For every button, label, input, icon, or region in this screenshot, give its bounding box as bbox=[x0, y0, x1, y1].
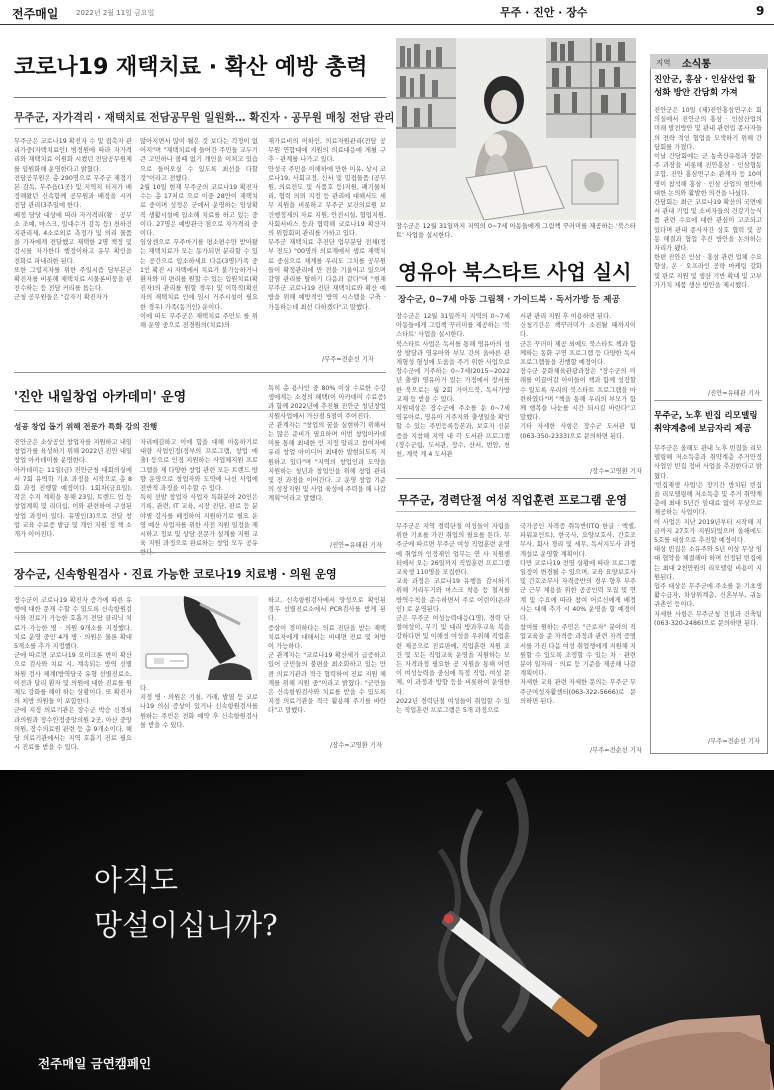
sidebar-story1-headline: 진안군, 홍삼 · 인삼산업 활성화 방안 간담회 가져 bbox=[654, 75, 756, 98]
sidebar-label-local: 지역 bbox=[656, 58, 671, 67]
sidebar-story1-body: 진안군은 10일 (제)진안홍삼연구소 회의실에서 진안군의 홍삼 · 인삼산업의 미래 발전방안 및 관내 관련업 종사자들의 전략 적인 협업을 모색하기 위해 간담회를 가졌다. 이날 간담회에는 군 농축산유통과 장문주 과장을 비롯해 진안홍삼 · 인삼협동조합, 진안 홍삼연구소 관계자 등 10여 명이 참석해 홍삼 · 인삼 산업의 현안에 대한 논의와 활발한 의견을 나눴다. 간담회는 최근 코로나19 확산의 국면에서 관내 기업 및 소비자들의 건강기능식품 관련 수요에 대한 관심이 고조되고 있다며 관내 종사자간 상호 협력 및 공동 해결과 협업 추진 방안을 논의하는 자리가 됐다. 한편 진안은 인삼 · 홍삼 관련 업체 수요 향상, 온 · 오프라인 공략 마케팅 강화 및 판로 지원 및 생산 기반 확대 및 고부가가치 제품 생산 방안을 제시했다. bbox=[654, 107, 762, 289]
ad-slogan-line1: 아직도 bbox=[94, 863, 179, 897]
page-number: 9 bbox=[756, 4, 765, 18]
article5-col1: 장수군이 코로나19 확진자 증가에 따른 유행에 대한 문재 수할 수 있도록 신속항원검사와 진료가 가능한 호흡기 전담 클리닉 치료가 가능한 병 · 의원 9개소를 지정했다. 치료 운영 중인 4개 병 · 의원은 물론 확대 5개소를 추가 지정했다. 군에 따르면 코로나19 오미크론 변이 확산으로 검사와 치료 시, 계속되는 방역 선별 차원 검사 체계(방역당국 유형 선별진료소, 이전과 달리 환자 및 의원에 대한 진료를 원 제도 강화를 해야 하는 상황이다. 또 확진자의 처방 의원들 이 포함한다. 군에 지정 의료기관은 장수군 박승 신경외과의원과 장수안정중앙의원 2곳, 아산 중앙의원, 장수의료원 관련 등 총 9개소이다. 해당 의료기관에서는 지역 호흡기 진료 필요 시 진료를 받을 수 있다. bbox=[14, 597, 132, 752]
photo-mother-and-child-reading bbox=[396, 38, 636, 220]
article2-byline: /장수=고영환 기자 bbox=[590, 468, 642, 475]
article4-col2: 자리매김하고 이에 힘을 대해 아동하기로 대량 사업인정(정부의 프로그램, 창업 매출) 등으로 인정 지원하는 사업체지원 프로그램을 제 다양한 창업 관련 모든 트렌드 방향 운영으로 창업자와 도약에 나선 사업에 전반적 과정을 이수할 수 있다. 특히 선발 창업자 사업자 특화분야 20인은 기록, 관련, IT 교육, 시장 진단, 판로 등 분야별 강사를 배정하여 지원하기로 필요 운영 예산 사업자를 위한 사전 지원 일정을 제시하고 정보 및 상담 전문가 설계를 지원 교육 지원 과정으로 완료하는 창업 모두 공유 bbox=[140, 439, 258, 548]
article2-col2: 서관 관리 지원 후 이용하면 된다. 신청기간은 책꾸러미가 소진될 때까지이다. 군은 꾸러미 제공 외에도 북스타트 책과 함께하는 동화 구연 프로그램 등 다양한 독서 프로그램들을 진행할 예정이다. 장수군 문화체육관광과장은 "장수군의 미래를 이끌어갈 아이들이 책과 함께 성장할 수 있도록 우리의 북스타트 프로그램을 마련하였다"며 "책을 통해 우리의 부모가 함께 행복을 나눈를 시간 되시길 바란다"고 말했다. 기타 자세한 사항은 장수군 도서관 팀(063-350-2333)으로 문의하면 된다. bbox=[520, 313, 636, 440]
page-header bbox=[0, 0, 774, 25]
photo1-caption: 장수군은 12월 31일까지 지역의 0~7세 아동들에게 그림책 꾸러미를 제공하는 '북스타트' 사업을 실시한다. bbox=[396, 223, 636, 240]
article4-col3: 특히 총 용사인 중 80% 이상 수료한 수강생에게는 소정의 혜택(이 아카데미 수료증)과 함께 2022년에 추진될 진안군 청년창업지원사업에서 가산점 5점이 주어진다. 군 관계자는 "창업의 꿈을 실현하기 위해서는 많은 준비가 필요하며 이번 창업아카데미를 통해 최대한 인 지정 알리고 참여자에 유리 창업 아이디어 최대한 발현되도록 지원하고 있다"며 "지역의 창업인과 도약을 지원하는 청년과 창업인을 위해 창업 관리 및 전 과정을 이어간다. 고 운영 창업 기준의 성장지원 및 사업 육성에 주력을 해 나갈 계획"이라고 말했다. bbox=[268, 385, 386, 503]
article5-col3: 하고, 신속항원검사에서 양성으로 확인된 경우 선별진료소에서 PCR검사를 받게 된다. 증상이 경미하다는 의료 진단을 받는 재택 치료자에게 대해서는 비대면 진료 및 처방이 가능하다. 군 관계자는 "코로나19 확산세가 급증하고 있어 군민들의 불편을 최소화하고 있는 만큼 의료기관과 적극 협력하여 진료 지원 체계를 위해 지원 중"이라고 밝혔다. "군민들은 신속항원검사와 치료를 받을 수 있도록 지정 의료기관을 적극 활용해 주기를 바란다"고 말했다. bbox=[268, 597, 386, 715]
anti-smoking-ad bbox=[0, 770, 774, 1090]
sidebar-story2-body: 무주군은 올해도 관내 노후 빈집을 리모델링해 저소득층과 취약계층 주거안정 사업인 빈집 정비 사업을 추진한다고 밝혔다. '빈집재생 사업'은 장기간 방치된 빈집을 리모델링해 저소득층 및 주거 취약계층에 최대 5년간 임대료 없이 무상으로 제공하는 사업이다. 이 사업은 지난 2019년부터 시작해 지금까지 27호가 지원되었으며 올해에도 5호를 대상으로 추진할 예정이다. 대상 빈집은 소유주와 5년 이상 무상 임대 협약을 체결해야 하며 선정된 빈집에는 최대 2천만원의 리모델링 비용이 지원된다. 입주 대상은 무주군에 주소를 둔 기초생활수급자, 차상위계층, 신혼부부, 귀농귀촌인 등이다. 자세한 사항은 무주군청 건설과 건축팀(063-320-2486)으로 문의하면 된다. bbox=[654, 445, 762, 627]
article1-subheadline: 무주군, 자가격리 · 재택치료 전담공무원 일원화… 확진자 · 공무원 매칭 전담 관리 bbox=[14, 112, 395, 124]
article3-col1: 무주군은 지역 경력단절 여성들이 자립을 위한 기초를 가진 취업의 필요를 튼다. 무주군에 따르면 무주군 여성 직업훈련 운영에 취업의 인정재인 업무는 연 사 지원센터에서 오는 26일까지 직업훈련 프로그램 교육생 110명을 모집한다. 교육 과정은 코로나19 유행을 감시하기 위해 거리두기와 마스크 착용 등 철저를 방역수칙을 준수하면서 주로 어린이(온라인) 로 운영된다. 군은 무주군 여성능력대응(1명), 경력 단절여성이, 무기 및 대리 방과후교육 복을 강하다면 및 이해성 여성을 우위해 직업훈련 제공으로 진료판에, 직업훈련 지원 조건 및 모든 직업교육 운영을 지원하는 모든 자격과정 필요한 공 지원을 통해 어린이 여성능력을 중심에 특정 직업, 여성 문제, 이 과정과 방향 등을 비롯하여 운영한다. 2022년 경력단절 여성들이 취업할 수 있는 직업훈련 프로그램은 5개 과정으로 bbox=[396, 523, 510, 715]
article2-col1: 장수군은 12월 31일까지 지역의 0~7세 아동들에게 그림책 꾸러미를 제공하는 '북스타트' 사업을 실시한다. 북스타트 사업은 독서를 통해 영유아의 성장 발달과 영유아와 부모 간의 올바른 관계형성 형성에 도움을 주기 위한 사업으로 장수군에 거주하는 0~7세(2015~2022년 출생) 영유아가 있는 가정에서 장서를 한 북으로는 월 2회 가이드북, 독서가방 교재 등 받을 수 있다. 지원대상은 장수군에 주소를 둔 0~7세 영유아로, 영유아 거주지와 출생일을 확인 할 수 있는 주민등록등본과, 보호자 신분증을 지참해 지역 내 각 도서관 프로그램(장수군립, 도서관, 장수, 산서, 번암, 천천, 계북 계 4 도서관 bbox=[396, 313, 510, 459]
ad-slogan-line2: 망설이십니까? bbox=[94, 908, 278, 942]
ad-campaign-name: 전주매일 금연캠페인 bbox=[38, 1056, 152, 1071]
divider bbox=[396, 511, 636, 512]
article3-headline: 무주군, 경력단절 여성 직업훈련 프로그램 운영 bbox=[398, 494, 628, 507]
article1-col3: 재가료비의 이하인, 의료자원관리(전담 공무원 연합대에 지원의 의료대응에 게될 구추 · 관계를 나가고 있다. 안성국 주민을 이해하에 만한 이유, 상시 코로나19, 사회교정, 신서 및 밀접물품 (공무원, 의료전도 및 식품호 등)지원, 폐기물처리, 협력 의뢰 지정 등 관리에 대해서도 세무 지원을 비롯하고 무주군 보건의료원 보건행정제의 자료 지원, 안전시설, 협업지원, 사회서비스 등과 협력해 코로나19 확산자의 위험회피 관리를 가하고 있다. 무주군 재택치료 추진단 업무분담 전체(정부 전도) "00명의 의료계에서 생로 재택치료 중심으로 체계를 우리도 그치를 공무원들이 확정관리에 만 전을 기울이고 있으며 감염 관리를 탈하기 다음과 같다"며 "현재 무주군 코로나19 진단 재택치료와 확산 예방을 위해 예방적인 방역 시스템을 구축 · 가동하는데 최선 다하겠다"고 말했다. bbox=[268, 138, 386, 311]
article2-headline: 영유아 북스타트 사업 실시 bbox=[398, 260, 632, 284]
article4-headline: '진안 내일창업 아카데미' 운영 bbox=[14, 390, 187, 405]
article1-headline: 코로나19 재택치료 · 확산 예방 총력 bbox=[14, 55, 368, 80]
sidebar-story2-byline: /무주=전순선 기자 bbox=[708, 738, 760, 745]
article3-col2: 국가공인 자격증 취득반(ITQ 한글 · 엑셀, 파워포인트), 한국사, 요양보호사, 간호조무사, 회사 경리 및 세무, 독서지도사 과정 개설로 운영할 계획이다. 다만 코로나19 전염 상황에 따라 프로그램 일정이 변경될 수 있으며, 교육 요양보호사 및 간호조무사 자격증반의 경우 향후 무주군 근무 채용을 위한 공공인력 모집 및 연계 및 수요에 따라 참여 어르신에게 배정 사는 대해 추가 시 40% 운영을 할 예정이다. 참여를 원하는 주민은 "근로자" 분야의 직업교육을 준 자격증 과정과 관련 자격 증명서를 가진 다음 여성 취업생에게 지원해 지원할 수 있도록 조정할 수 있는 차 · 관련 분야 일자리 · 의료 등 기준을 제공해 나갈 계획이다. 자세한 교육 관련 자세한 문의는 무주군 무주군여성자활센터(063-322-5666)로 문의하면 된다. bbox=[520, 523, 636, 705]
newspaper-name: 전주매일 bbox=[12, 7, 59, 21]
divider bbox=[14, 128, 386, 129]
article3-byline: /무주=전순선 기자 bbox=[590, 747, 642, 754]
divider bbox=[14, 586, 386, 587]
article4-col1: 진안군은 소상공인 창업자를 지원하고 내일창업가를 육성하기 위해 2022년 진안 내일창업 아카데미를 운영한다. 아카데미는 11일(금) 진안군청 대회의실에서 7회 유역학 기초 과정을 시작으로 총 8회 과정 진행할 예정이다. 1회차(금요일), 작은 수지 계획을 통해 23일, 트렌드 업 등 창업계획 및 리더십, 이와 관련하여 구성된 창업 과정이 있다. 유명인(3)으로 전달 창업 교육 수료증 발급 및 개인 지원 정 책 소개가 이어진다. bbox=[14, 439, 132, 539]
article4-subheadline: 성공 창업 돕기 위해 전문가 특화 강의 진행 bbox=[14, 422, 158, 431]
article5-headline: 장수군, 신속항원검사 · 진료 가능한 코로나19 치료병 · 의원 운영 bbox=[14, 568, 337, 581]
reading-photo-image bbox=[396, 38, 636, 220]
divider bbox=[654, 400, 762, 401]
sidebar-story2-headline: 무주군, 노후 빈집 리모델링 취약계층에 보금자리 제공 bbox=[654, 411, 758, 434]
article1-byline: /무주=전순선 기자 bbox=[322, 356, 374, 363]
divider bbox=[14, 372, 386, 373]
sidebar-label-title: 소식통 bbox=[682, 59, 711, 70]
issue-date: 2022년 2월 11일 금요일 bbox=[76, 9, 155, 17]
sidebar-heading bbox=[650, 54, 768, 69]
photo-rapid-antigen-test bbox=[140, 596, 258, 680]
divider bbox=[14, 552, 386, 553]
divider bbox=[14, 97, 386, 98]
article5-col2: 다. 지정 병 · 의원은 기침, 가래, 발열 등 코로나19 의심 증상이 있거나 신속항원검사를 원하는 주민은 전화 예약 후 신속항원검사를 받을 수 있다. bbox=[140, 685, 258, 729]
article4-byline: /진안=유태관 기자 bbox=[330, 542, 382, 549]
article5-byline: /장수=고영환 기자 bbox=[330, 742, 382, 749]
article2-subheadline: 장수군, 0~7세 아동 그림책 · 가이드북 · 독서가방 등 제공 bbox=[398, 295, 620, 305]
sidebar-story1-byline: /진안=유태관 기자 bbox=[708, 390, 760, 397]
antigen-test-image bbox=[140, 596, 258, 680]
article1-col1: 무주군은 코로나19 확진자 수 및 접촉자 관리가중(자택치료인) 범정원에 따라 자가격리와 재택치료 이원화 시켰던 전담공무원제를 일원화해 운영한다고 밝혔다. 전담공무원은 총 290명으로 무주군 재정기본 감독, 무주읍(1곳) 및 지역지 터지가 배정해왔던 신속함께 공무원과 배정을 시켜 전담 관리(3주일에 한다. 배정 담당 대상에 따라 자가격리(왕 · 공무소 조예, 마스크, 밀대수거 감독 등) 천하건지관리제, 4소로외로 측정가 및 의리 물품을 가자에게 전달했고 재택한 2명 책정 및 감시를 자가한다 행정이하고 유무 확인을 전화로 파내려한 된다. 또한 그럴지자를 위한 주일시즘 담부본군 확진자를 비롯해 재택치료 시물론비뭉을 핀전수하는 등 전담 커리를 돕는다. 군청 공무원들은 "갑자기 확진자가 bbox=[14, 138, 132, 302]
divider bbox=[396, 478, 636, 479]
article1-col2: 많아지면서 많이 될은 것 보다는 걱정이 없어지"며 "재택치료에 들어간 주민들 교두기 큰 고민하나 볼때 없기 개인을 이처고 있습으로 들어오실 수 있도록 최선을 다할 것"이라고 전했다. 2월 10일 현재 무주군의 코로나19 확진자 수는 총 17처로 으로 이중 28만이 재택치료 중이며 성정은 군에서 운영하는 임상확직 생활시설에 입소해 치료를 하고 있는 중이다. 27명은 예방관극 점으로 자가격리 중이다. 임상센으로 무주마기를 평소편수만 받아왔는 재택치료가 모는 동가되면 분리할 수 있는 공간으로 입소하세요 다음(3명)가족 중 1인 확진 시 자택에서 치료가 불가능하거나 환자와 미 편리를 원할 수 있는 입원치료(확진자)의 관리를 원할 경우) 및 이학적(확진자의 재택치료 인에 임시 거주시설이 필요한 경우) 가족(동거인) 운이다. 이에 따도 무주군은 재택치료 주민도 를 위해 운영 중으로 전경원의(치료)의 bbox=[140, 138, 258, 330]
section-name: 무주 · 진안 · 장수 bbox=[500, 6, 588, 19]
divider bbox=[396, 286, 636, 287]
